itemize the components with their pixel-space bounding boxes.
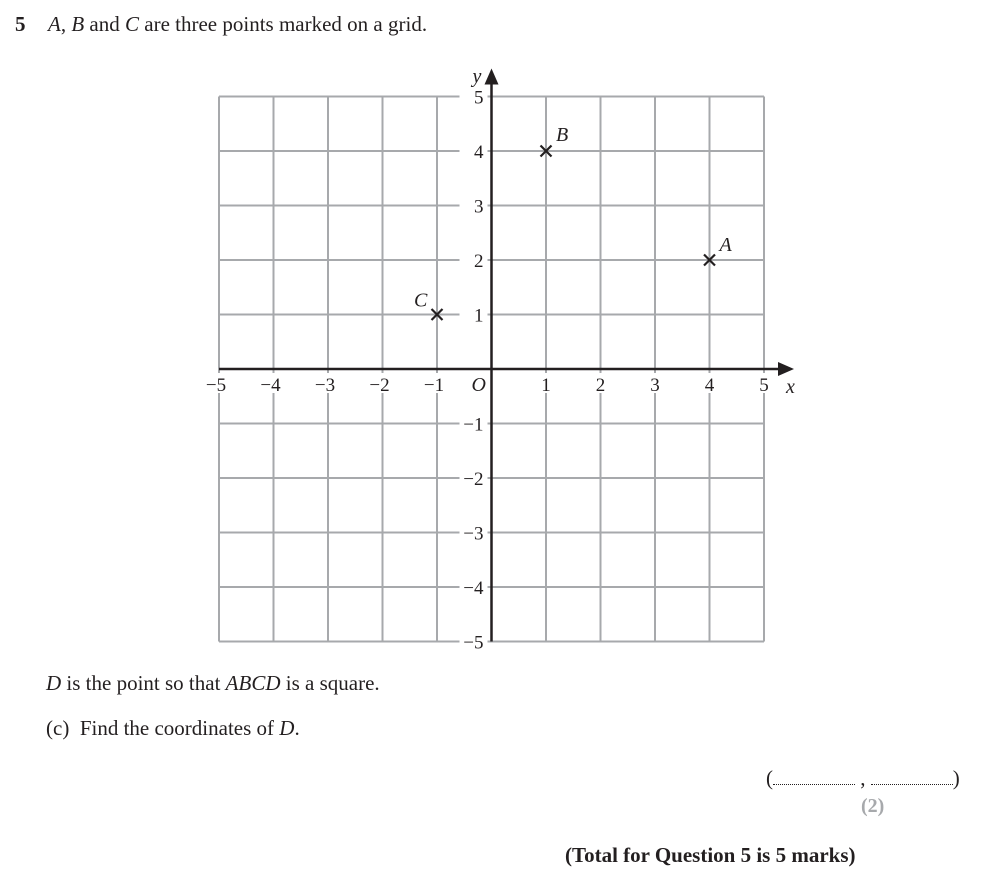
part-c-text: Find the coordinates of [79,716,280,740]
square-statement [46,671,380,696]
x-tick-label: −5 [205,375,227,396]
origin-label: O [471,374,486,396]
y-tick-label: 5 [474,87,484,109]
y-tick-label: 3 [474,196,484,218]
y-axis-arrow-icon [485,69,499,85]
point-label-c: C [124,12,139,36]
x-tick-label: 1 [541,375,551,396]
statement-mid: is the point so that [61,671,226,695]
y-tick-label: −3 [463,523,484,545]
period: . [294,716,300,740]
comma: , [855,766,871,790]
conjunction: and [84,12,125,36]
point-label-a: A [48,12,61,36]
y-tick-label: 4 [474,142,484,163]
answer-y-field[interactable] [871,770,953,785]
x-tick-label: 2 [595,375,606,396]
point-label-b: B [71,12,85,36]
close-paren: ) [952,766,960,790]
x-tick-label: −4 [260,375,281,396]
question-number: 5 [15,12,26,36]
y-axis-label: y [472,65,482,88]
x-tick-label: −1 [423,375,445,396]
x-tick-label: −3 [314,375,336,396]
point-label-d: D [279,716,295,740]
x-tick-label: −2 [369,375,390,396]
x-tick-label: 5 [759,375,769,396]
y-tick-label: −5 [463,632,484,654]
point-label: B [556,124,569,146]
x-tick-label: 3 [650,375,660,396]
point-label-d: D [46,671,62,695]
y-tick-label: −1 [463,414,484,436]
y-tick-label: 2 [474,251,484,272]
part-c-question [46,716,300,741]
y-tick-label: −4 [463,578,484,599]
total-marks: (Total for Question 5 is 5 marks) [565,843,856,867]
y-tick-label: 1 [474,305,484,327]
y-tick-label: −2 [463,469,484,490]
open-paren: ( [766,766,773,790]
marks-label: (2) [861,795,885,817]
shape-label: ABCD [225,671,281,695]
x-axis-arrow-icon [778,362,794,376]
answer-x-field[interactable] [773,770,855,785]
point-label: A [719,234,732,256]
part-label: (c) [46,716,70,740]
statement-end: is a square. [280,671,380,695]
intro-rest: are three points marked on a grid. [139,12,428,36]
point-label: C [414,289,428,312]
x-tick-label: 4 [704,375,715,396]
separator: , [60,12,72,36]
answer-coordinates [766,766,960,791]
x-axis-label: x [786,376,795,398]
